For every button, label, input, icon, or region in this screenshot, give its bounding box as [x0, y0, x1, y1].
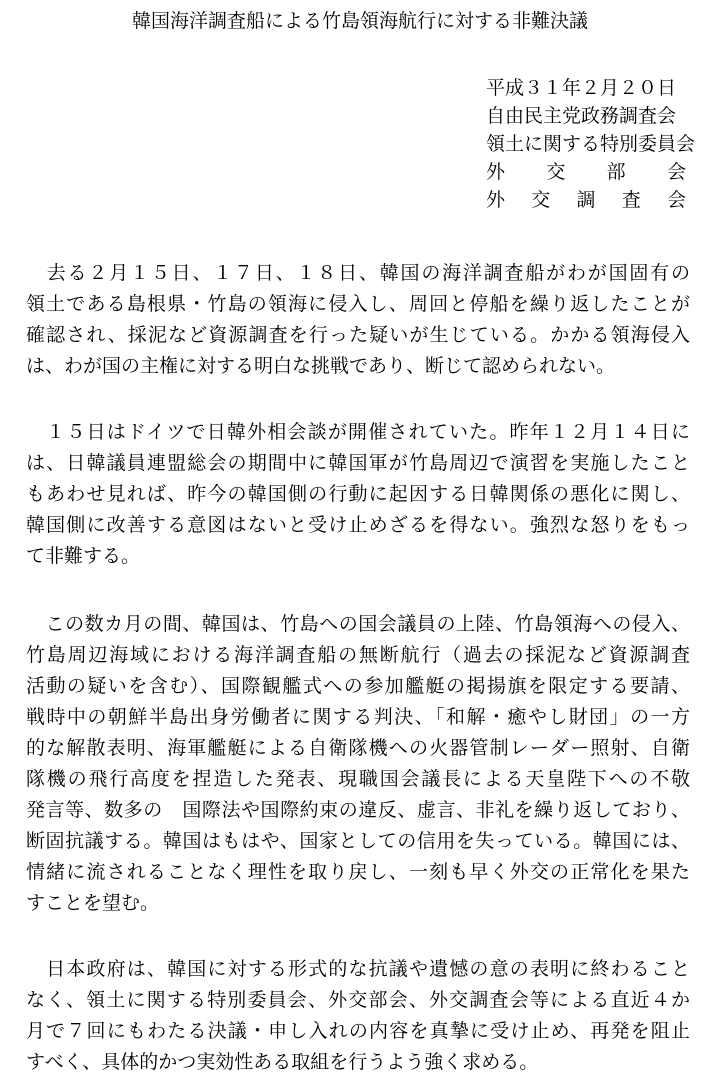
paragraph-line: は、わが国の主権に対する明白な挑戦であり、断じて認められない。 — [26, 355, 616, 377]
paragraph-line: もあわせ見れば、昨今の韓国側の行動に起因する日韓関係の悪化に関し、 — [26, 483, 690, 505]
paragraph-gap — [26, 919, 690, 954]
signature-committee: 領土に関する特別委員会 — [486, 133, 696, 155]
paragraph-line: 戦時中の朝鮮半島出身労働者に関する判決、「和解・癒やし財団」の一方 — [26, 706, 690, 728]
paragraph-line: 活動の疑いを含む）、国際観艦式への参加艦艇の掲揚旗を限定する要請、 — [26, 675, 690, 697]
paragraph-3 — [26, 609, 690, 919]
paragraph-line: 発言等、数多の 国際法や国際約束の違反、虚言、非礼を繰り返しており、 — [26, 799, 690, 821]
signature-block — [486, 74, 696, 214]
paragraph-1 — [26, 258, 690, 382]
signature-org: 自由民主党政務調査会 — [486, 105, 677, 127]
paragraph-line: は、日韓議員連盟総会の期間中に韓国軍が竹島周辺で演習を実施したこと — [26, 452, 690, 474]
paragraph-line: 確認され、採泥など資源調査を行った疑いが生じている。かかる領海侵入 — [26, 324, 690, 346]
paragraph-line: 領土である島根県・竹島の領海に侵入し、周回と停船を繰り返したことが — [26, 293, 690, 315]
paragraph-2 — [26, 417, 690, 572]
paragraph-line: て非難する。 — [26, 545, 141, 567]
signature-date: 平成３１年２月２０日 — [486, 77, 677, 99]
document-body — [26, 258, 690, 1078]
signature-foreign-affairs-division: 外交部会 — [486, 161, 686, 183]
paragraph-line: 的な解散表明、海軍艦艇による自衛隊機への火器管制レーダー照射、自衛 — [26, 737, 690, 759]
paragraph-line: 去る２月１５日、１７日、１８日、韓国の海洋調査船がわが国固有の — [26, 262, 690, 284]
paragraph-line: すべく、具体的かつ実効性ある取組を行うよう強く求める。 — [26, 1051, 539, 1073]
paragraph-line: 竹島周辺海域における海洋調査船の無断航行（過去の採泥など資源調査 — [26, 644, 690, 666]
paragraph-4 — [26, 954, 690, 1078]
paragraph-gap — [26, 382, 690, 417]
paragraph-line: 日本政府は、韓国に対する形式的な抗議や遺憾の意の表明に終わること — [26, 958, 690, 980]
paragraph-line: 隊機の飛行高度を捏造した発表、現職国会議長による天皇陛下への不敬 — [26, 768, 690, 790]
paragraph-gap — [26, 572, 690, 609]
paragraph-line: この数カ月の間、韓国は、竹島への国会議員の上陸、竹島領海への侵入、 — [26, 613, 690, 635]
paragraph-line: 月で７回にもわたる決議・申し入れの内容を真摯に受け止め、再発を阻止 — [26, 1020, 690, 1042]
paragraph-line: 情緒に流されることなく理性を取り戻し、一刻も早く外交の正常化を果た — [26, 861, 690, 883]
paragraph-line: 韓国側に改善する意図はないと受け止めざるを得ない。強烈な怒りをもっ — [26, 514, 690, 536]
paragraph-line: 断固抗議する。韓国はもはや、国家としての信用を失っている。韓国には、 — [26, 830, 690, 852]
paragraph-line: １５日はドイツで日韓外相会談が開催されていた。昨年１２月１４日に — [26, 421, 690, 443]
signature-foreign-affairs-research-commission: 外交調査会 — [486, 189, 686, 211]
document-title: 韓国海洋調査船による竹島領海航行に対する非難決議 — [131, 10, 588, 32]
paragraph-line: すことを望む。 — [26, 892, 160, 914]
paragraph-line: なく、領土に関する特別委員会、外交部会、外交調査会等による直近４か — [26, 989, 690, 1011]
